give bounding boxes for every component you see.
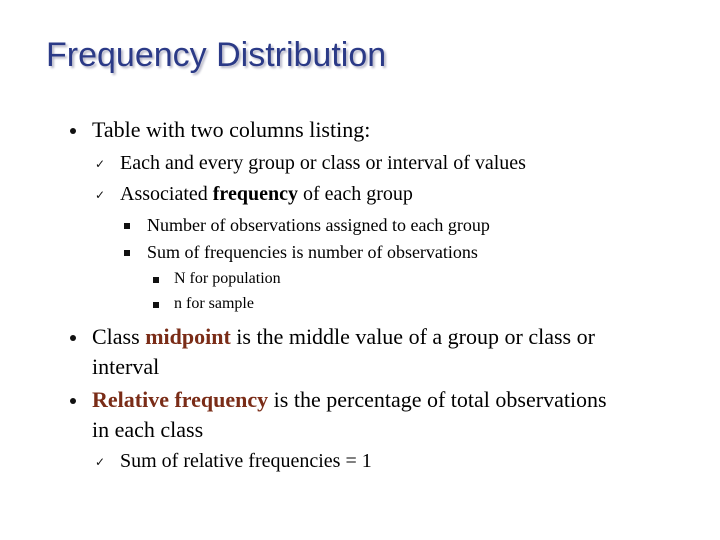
checkmark-icon: ✓ xyxy=(95,188,106,202)
bullet-class-midpoint-line2: interval xyxy=(92,354,160,379)
bullet-sum-relative: Sum of relative frequencies = 1 xyxy=(120,450,372,472)
slide-title: Frequency Distribution xyxy=(46,36,387,74)
bullet-class-midpoint xyxy=(92,324,595,350)
bullet-table-columns: Table with two columns listing: xyxy=(92,117,371,142)
square-bullet-icon xyxy=(153,302,159,308)
keyword-frequency: frequency xyxy=(212,183,298,205)
bullet-each-group: Each and every group or class or interval of values xyxy=(120,152,526,174)
bullet-relative-frequency xyxy=(92,387,607,413)
bullet-observations-assigned: Number of observations assigned to each group xyxy=(147,215,490,235)
text-segment: is the percentage of total observations xyxy=(268,387,607,412)
text-segment: Class xyxy=(92,324,146,349)
text-segment: is the middle value of a group or class or xyxy=(230,324,595,349)
keyword-relative-frequency: Relative frequency xyxy=(92,387,269,412)
square-bullet-icon xyxy=(153,277,159,283)
bullet-dot-icon xyxy=(70,128,76,134)
checkmark-icon: ✓ xyxy=(95,157,106,171)
bullet-sum-frequencies: Sum of frequencies is number of observations xyxy=(147,242,478,262)
bullet-dot-icon xyxy=(70,398,76,404)
text-segment: of each group xyxy=(297,183,413,205)
bullet-n-population: N for population xyxy=(174,270,281,287)
text-segment: Associated xyxy=(120,183,213,205)
bullet-associated-frequency xyxy=(120,183,413,206)
square-bullet-icon xyxy=(124,250,130,256)
checkmark-icon: ✓ xyxy=(95,455,106,469)
square-bullet-icon xyxy=(124,223,130,229)
keyword-midpoint: midpoint xyxy=(145,324,231,349)
bullet-dot-icon xyxy=(70,335,76,341)
bullet-relative-frequency-line2: in each class xyxy=(92,417,204,442)
bullet-n-sample: n for sample xyxy=(174,295,254,312)
